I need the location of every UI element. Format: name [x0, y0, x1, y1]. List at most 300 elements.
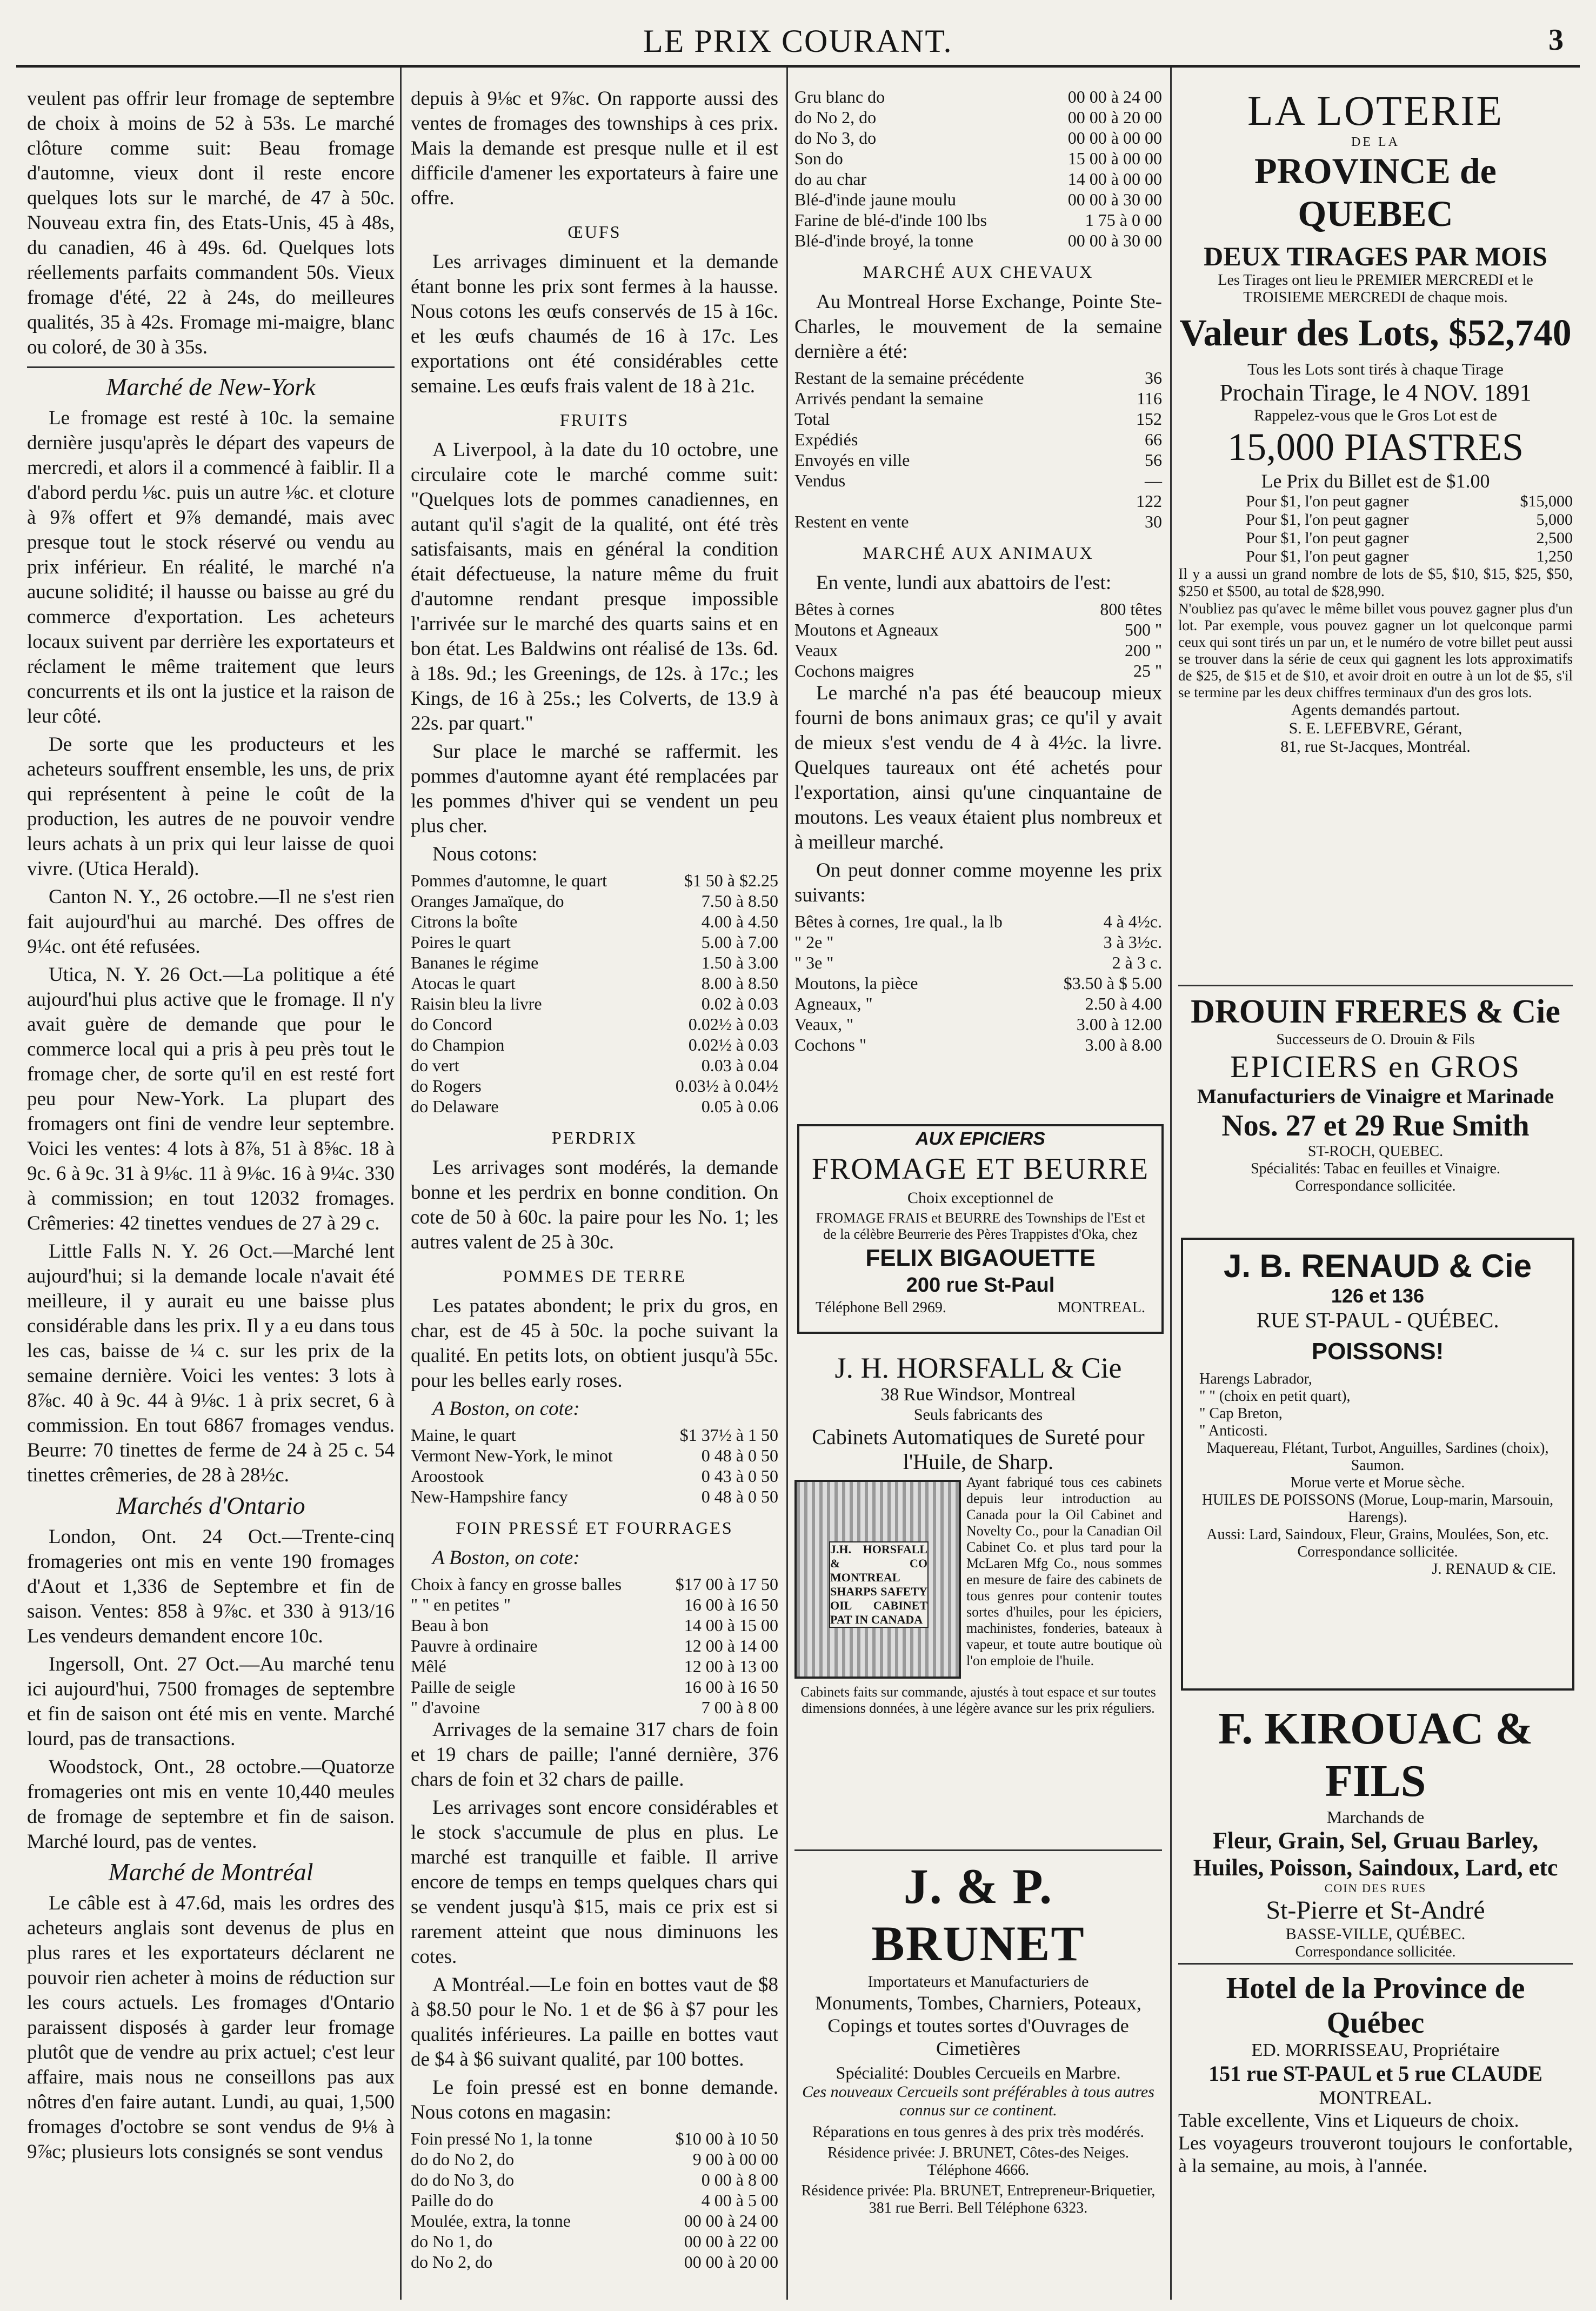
- row-label: Cochons ": [794, 1035, 867, 1054]
- row-value: 4.00 à 4.50: [701, 912, 778, 931]
- ad-text: Importateurs et Manufacturiers de: [867, 1973, 1089, 1991]
- row-value: 0.02½ à 0.03: [688, 1014, 778, 1034]
- paragraph: Canton N. Y., 26 octobre.—Il ne s'est rien fait aujourd'hui au marché. Des offres de 9¼c. ont été refusées.: [27, 886, 395, 958]
- ad-title: EPICIERS en GROS: [1230, 1049, 1521, 1084]
- row-value: 3.00 à 8.00: [1085, 1035, 1162, 1054]
- ad-text: 126 et 136: [1331, 1285, 1425, 1307]
- row-value: 16 00 à 16 50: [684, 1677, 778, 1696]
- row-value: 0 43 à 0 50: [701, 1466, 778, 1486]
- row-value: 4 00 à 5 00: [701, 2190, 778, 2210]
- row-value: 5,000: [1536, 511, 1573, 529]
- row-label: Cochons maigres: [794, 661, 914, 680]
- ad-horsfall: [794, 1351, 1162, 1838]
- table-row: [794, 973, 1162, 993]
- table-row: [411, 2210, 778, 2231]
- table-row: [794, 1014, 1162, 1034]
- divider: [794, 1849, 1162, 1851]
- paragraph: A Montréal.—Le foin en bottes vaut de $8 à $8.50 pour le No. 1 et de $6 à $7 pour les qualités inférieures. La paille en bottes vaut de $4 à $6 suivant qualité, par 100 bottes.: [411, 1974, 778, 2070]
- ad-text: Spécialité: Doubles Cercueils en Marbre.: [836, 2063, 1121, 2082]
- table-row: [794, 189, 1162, 210]
- section-heading: PERDRIX: [552, 1128, 637, 1147]
- row-value: 4 à 4½c.: [1103, 912, 1162, 931]
- paragraph: Ingersoll, Ont. 27 Oct.—Au marché tenu ici aujourd'hui, 7500 fromages de septembre et fin de saison ont été mis en vente. Marché lourd, pas de transactions.: [27, 1653, 395, 1750]
- ad-text: Marchands de: [1326, 1807, 1425, 1827]
- section-heading: FOIN PRESSÉ ET FOURRAGES: [456, 1518, 733, 1538]
- table-row: [794, 640, 1162, 660]
- table-row: [794, 450, 1162, 470]
- table-row: [1178, 529, 1573, 547]
- ad-text: Correspondance sollicitée.: [1295, 1943, 1456, 1960]
- ad-text: Monuments, Tombes, Charniers, Poteaux, Copings et toutes sortes d'Ouvrages de Cimetières: [815, 1992, 1141, 2059]
- row-value: 12 00 à 13 00: [684, 1657, 778, 1676]
- paragraph: Le câble est à 47.6d, mais les ordres des acheteurs anglais sont devenus de plus en plus rares et les exportateurs déclarent ne pouvoir rien acheter à moins de réduction sur les cours actuels. Les fromages d'Ontario paraissent disposés à garder leur fromage plutôt que de vendre au prix actuel; c'est leur affaire, mais nous ne conseillons pas aux nôtres d'en faire autant. Lundi, au quai, 1,500 fromages d'octobre se sont vendus de 9⅛ à 9⅞c; plusieurs lots consignés se sont vendus: [27, 1892, 395, 2163]
- ad-bigaouette: [797, 1124, 1164, 1334]
- row-label: Maine, le quart: [411, 1425, 516, 1445]
- row-label: Choix à fancy en grosse balles: [411, 1574, 622, 1594]
- row-label: Moutons et Agneaux: [794, 620, 939, 639]
- ad-brunet: [794, 1843, 1162, 2292]
- ad-title: J. B. RENAUD & Cie: [1223, 1248, 1532, 1284]
- ad-subtitle: POISSONS!: [1311, 1338, 1444, 1365]
- row-label: Bêtes à cornes, 1re qual., la lb: [794, 912, 1003, 931]
- ad-title: J. H. HORSFALL & Cie: [834, 1352, 1122, 1384]
- ad-text: Il y a aussi un grand nombre de lots de $5, $10, $15, $25, $50, $250 et $500, au total de $28,990.: [1178, 566, 1573, 600]
- row-label: Foin pressé No 1, la tonne: [411, 2129, 592, 2148]
- table-row: [411, 1574, 778, 1594]
- table-row: [411, 1635, 778, 1656]
- page-header: [22, 23, 1574, 66]
- ad-text: Résidence privée: J. BRUNET, Côtes-des Neiges. Téléphone 4666.: [827, 2145, 1129, 2179]
- row-label: Citrons la boîte: [411, 912, 518, 931]
- paragraph: veulent pas offrir leur fromage de septembre de choix à moins de 52 à 53s. Le marché clôture comme suit: Beau fromage d'automne, vieux dont il reste encore quelques lots sur le marché, de 47 à 50c. Nouveau extra fin, des Etats-Unis, 45 à 48s, du canadien, 46 à 49s. 6d. Quelques lots réellements parfaits commandent 50s. Vieux fromage d'été, 22 à 24s, do meilleures qualités, 35 à 42s. Fromage mi-maigre, blanc ou coloré, de 30 à 35s.: [27, 88, 395, 358]
- ad-address: St-Pierre et St-André: [1266, 1896, 1485, 1925]
- ad-kirouac: [1178, 1702, 1573, 1960]
- paragraph: Arrivages de la semaine 317 chars de foin et 19 chars de paille; l'anné dernière, 376 chars de foin et 32 chars de paille.: [411, 1719, 778, 1791]
- section-heading: Marché de Montréal: [108, 1858, 313, 1886]
- paragraph: A Liverpool, à la date du 10 octobre, une circulaire cote le marché comme suit: "Quelques lots de pommes canadiennes, en autant qu'il s'agit de la qualité, ont été très satisfaisants, mais en général la condition était défectueuse, la nature même du fruit d'automne rendant presque impossible l'arrivée sur le marché des quarts sains et en bon état. Les Baldwins ont réalisé de 13s. 6d. à 18s. 9d.; les Greenings, de 12s. à 17c.; les Kings, de 16 à 25s.; les Colverts, de 13.9 à 22s. par quart.": [411, 439, 778, 734]
- row-value: 2.50 à 4.00: [1085, 994, 1162, 1013]
- row-label: Paille do do: [411, 2190, 493, 2210]
- row-value: 30: [1145, 512, 1162, 531]
- ad-renaud: [1181, 1238, 1574, 1691]
- ad-text: MONTREAL.: [1319, 2087, 1432, 2108]
- table-row: [1178, 547, 1573, 566]
- row-label: Raisin bleu la livre: [411, 994, 542, 1013]
- row-label: do No 1, do: [411, 2232, 493, 2251]
- row-value: 8.00 à 8.50: [701, 973, 778, 993]
- row-value: 116: [1137, 389, 1162, 408]
- section-heading: POMMES DE TERRE: [503, 1266, 686, 1286]
- table-row: [1178, 492, 1573, 511]
- row-value: 00 00 à 24 00: [1067, 87, 1162, 106]
- ad-text: S. E. LEFEBVRE, Gérant,: [1288, 719, 1463, 737]
- ad-text: Table excellente, Vins et Liqueurs de choix.: [1178, 2109, 1519, 2131]
- ad-text: Agents demandés partout.: [1291, 701, 1460, 719]
- row-label: New-Hampshire fancy: [411, 1487, 568, 1506]
- row-label: Pommes d'automne, le quart: [411, 871, 607, 890]
- table-row: [794, 169, 1162, 189]
- row-value: 800 têtes: [1100, 599, 1162, 619]
- table-row: [794, 993, 1162, 1014]
- section-heading: MARCHÉ AUX ANIMAUX: [863, 543, 1094, 563]
- fruit-price-table: [411, 870, 778, 1117]
- section-heading: Marchés d'Ontario: [116, 1492, 305, 1519]
- row-label: do No 2, do: [411, 2252, 493, 2272]
- ad-text: Prochain Tirage, le 4 NOV. 1891: [1219, 379, 1532, 406]
- row-value: 00 00 à 22 00: [684, 2232, 778, 2251]
- ad-city: MONTREAL.: [1057, 1299, 1145, 1316]
- paragraph: On peut donner comme moyenne les prix suivants:: [794, 859, 1162, 906]
- row-value: 200 ": [1124, 640, 1162, 660]
- ad-name: FELIX BIGAOUETTE: [865, 1245, 1096, 1271]
- table-row: [794, 148, 1162, 169]
- table-row: [411, 2252, 778, 2272]
- table-row: [1178, 511, 1573, 529]
- table-row: [794, 230, 1162, 251]
- table-row: [794, 368, 1162, 388]
- table-row: [411, 1594, 778, 1615]
- paragraph: A Boston, on cote:: [432, 1547, 580, 1569]
- table-row: [411, 1677, 778, 1697]
- ad-text: Aussi: Lard, Saindoux, Fleur, Grains, Moulées, Son, etc.: [1206, 1526, 1549, 1543]
- row-label: Envoyés en ville: [794, 450, 910, 470]
- row-label: Pour $1, l'on peut gagner: [1246, 547, 1409, 565]
- table-row: [794, 660, 1162, 681]
- row-value: 500 ": [1124, 620, 1162, 639]
- row-label: Aroostook: [411, 1466, 484, 1486]
- table-row: [411, 1425, 778, 1445]
- grain-price-table: [794, 86, 1162, 251]
- row-label: Moutons, la pièce: [794, 973, 918, 993]
- ad-text: 81, rue St-Jacques, Montréal.: [1280, 738, 1471, 756]
- ad-text: " Cap Breton,: [1199, 1405, 1283, 1422]
- row-value: 0.03½ à 0.04½: [675, 1076, 778, 1096]
- ad-address: 200 rue St-Paul: [906, 1274, 1055, 1297]
- ad-text: Successeurs de O. Drouin & Fils: [1276, 1031, 1475, 1048]
- table-row: [794, 107, 1162, 128]
- ad-text: Les Tirages ont lieu le PREMIER MERCREDI et le TROISIEME MERCREDI de chaque mois.: [1218, 272, 1533, 306]
- ad-headline: 15,000 PIASTRES: [1227, 425, 1524, 469]
- row-value: 1,250: [1536, 547, 1573, 565]
- ad-text: Correspondance sollicitée.: [1297, 1544, 1458, 1560]
- table-row: [794, 429, 1162, 450]
- table-row: [794, 1034, 1162, 1055]
- row-label: Blé-d'inde jaune moulu: [794, 190, 957, 209]
- divider: [27, 366, 395, 368]
- row-value: 25 ": [1133, 661, 1162, 680]
- divider: [1178, 985, 1573, 986]
- row-value: 122: [1136, 491, 1162, 511]
- paragraph: De sorte que les producteurs et les acheteurs souffrent ensemble, les uns, de prix qui représentent à peine le coût de la production, les autres de ne pouvoir vendre leurs achats à un prix qui leur laisse de quoi vivre. (Utica Herald).: [27, 733, 395, 880]
- row-value: 00 00 à 20 00: [1067, 108, 1162, 127]
- row-value: 7 00 à 8 00: [701, 1698, 778, 1717]
- paragraph: Little Falls N. Y. 26 Oct.—Marché lent aujourd'hui; si la demande locale n'avait été meilleure, il y aurait eu une baisse plus considérable dans les prix. Il y a eu dans tous les cas, baisse de ¼ c. sur les prix de la semaine dernière. Voici les ventes: 3 lots à 8⅞c. 40 à 9c. 44 à 9⅛c. 1 à prix secret, 6 à commission. En tout 6867 fromages vendus. Beurre: 70 tinettes de ferme de 24 à 25 c. 54 tinettes crêmeries, de 28 à 28½c.: [27, 1240, 395, 1486]
- table-row: [411, 1096, 778, 1117]
- paragraph: Sur place le marché se raffermit. les pommes d'automne ayant été remplacées par les pommes d'hiver qui se vendent un peu plus cher.: [411, 740, 778, 837]
- table-row: [794, 128, 1162, 148]
- table-row: [794, 952, 1162, 973]
- row-label: Pauvre à ordinaire: [411, 1636, 538, 1655]
- ad-banner: AUX EPICIERS: [916, 1128, 1045, 1149]
- row-label: Beau à bon: [411, 1615, 489, 1635]
- row-label: Veaux: [794, 640, 838, 660]
- table-row: [411, 1076, 778, 1096]
- table-row: [411, 2231, 778, 2252]
- table-row: [411, 1656, 778, 1677]
- row-value: 66: [1145, 430, 1162, 449]
- row-value: 00 00 à 30 00: [1067, 231, 1162, 250]
- ad-text: N'oubliez pas qu'avec le même billet vous pouvez gagner plus d'un lot. Par exemple, vous pouvez gagner un lot quelconque parmi ceux qui sont tirés un par un, et le numéro de votre billet peut aussi se trouver dans la série de ceux qui gagnent les lots approximatifs de $25, de $15 et de $10, et avoir droit en outre à un lot de $5, s'il se termine par les deux chiffres terminaux d'un des gros lots.: [1178, 600, 1573, 700]
- animal-market-table: [794, 599, 1162, 681]
- paragraph: Utica, N. Y. 26 Oct.—La politique a été aujourd'hui plus active que le fromage. Il n'y avait guère de demande que pour le commerce local qui a pris à peu près tout le fromage cher, de sorte qu'il en est resté fort peu pour New-York. La plupart des fromagers ont fini de vendre leur septembre. Voici les ventes: 4 lots à 8⅞, 51 à 8⅝c. 18 à 9c. 6 à 9c. 31 à 9⅛c. 11 à 9⅛c. 16 à 9¼c. 330 à commission; en tout 12032 fromages. Crêmeries: 42 tinettes vendues de 27 à 29 c.: [27, 964, 395, 1234]
- row-label: Poires le quart: [411, 932, 511, 952]
- row-value: 0.02 à 0.03: [701, 994, 778, 1013]
- table-row: [794, 388, 1162, 409]
- ad-title: J. & P. BRUNET: [871, 1859, 1085, 1971]
- table-row: [794, 511, 1162, 532]
- row-value: 0.05 à 0.06: [701, 1097, 778, 1116]
- ad-title: DROUIN FRERES & Cie: [1191, 993, 1560, 1030]
- ad-headline: Valeur des Lots, $52,740: [1179, 312, 1572, 354]
- paragraph: depuis à 9⅛c et 9⅞c. On rapporte aussi des ventes de fromages des townships à ces prix. Mais la demande est presque nulle et il est difficile d'amener les exportateurs à faire une offre.: [411, 88, 778, 209]
- ad-text: FROMAGE FRAIS et BEURRE des Townships de l'Est et de la célèbre Beurrerie des Pères Trappistes d'Oka, chez: [816, 1210, 1145, 1242]
- row-value: 3.00 à 12.00: [1076, 1014, 1162, 1034]
- row-value: $17 00 à 17 50: [675, 1574, 778, 1594]
- pressed-hay-table: [411, 2128, 778, 2272]
- ad-text: BASSE-VILLE, QUÉBEC.: [1285, 1925, 1466, 1943]
- row-label: Agneaux, ": [794, 994, 873, 1013]
- ad-title: PROVINCE de QUEBEC: [1254, 150, 1497, 234]
- ad-text: Le Prix du Billet est de $1.00: [1261, 470, 1490, 492]
- paragraph: London, Ont. 24 Oct.—Trente-cinq fromageries ont mis en vente 190 fromages d'Aout et 1,336 de Septembre et fin de saison. Ventes: 858 à 9⅞c. et 330 à 913/16 Les vendeurs demandent encore 10c.: [27, 1526, 395, 1647]
- row-label: Pour $1, l'on peut gagner: [1246, 529, 1409, 547]
- row-value: 1 75 à 0 00: [1085, 210, 1162, 230]
- row-label: Arrivés pendant la semaine: [794, 389, 984, 408]
- ad-text: Harengs Labrador,: [1199, 1371, 1312, 1387]
- table-row: [794, 599, 1162, 619]
- paragraph: A Boston, on cote:: [432, 1398, 580, 1420]
- row-value: 36: [1145, 368, 1162, 388]
- table-row: [411, 1486, 778, 1507]
- livestock-price-table: [794, 911, 1162, 1055]
- row-label: Paille de seigle: [411, 1677, 516, 1696]
- ad-text: Manufacturiers de Vinaigre et Marinade: [1197, 1085, 1554, 1108]
- paragraph: Le marché n'a pas été beaucoup mieux fourni de bons animaux gras; ce qu'il y avait de mieux s'est vendu de 4 à 4½c. la livre. Quelques taureaux ont été achetés pour l'exportation, ainsi qu'une cinquantaine de moutons. Les veaux étaient plus nombreux et à meilleur marché.: [794, 682, 1162, 853]
- table-row: [794, 86, 1162, 107]
- paragraph: Au Montreal Horse Exchange, Pointe Ste-Charles, le mouvement de la semaine dernière a été:: [794, 291, 1162, 363]
- paragraph: En vente, lundi aux abattoirs de l'est:: [816, 572, 1112, 594]
- row-label: Atocas le quart: [411, 973, 516, 993]
- row-label: do Delaware: [411, 1097, 499, 1116]
- newspaper-title: LE PRIX COURANT.: [643, 23, 953, 59]
- table-row: [411, 1034, 778, 1055]
- ad-text: Fleur, Grain, Sel, Gruau Barley, Huiles, Poisson, Saindoux, Lard, etc: [1193, 1827, 1558, 1881]
- row-label: do do No 2, do: [411, 2149, 515, 2169]
- row-value: 0.02½ à 0.03: [688, 1035, 778, 1054]
- potato-price-table: [411, 1425, 778, 1507]
- row-label: Blé-d'inde broyé, la tonne: [794, 231, 973, 250]
- row-value: 16 00 à 16 50: [684, 1595, 778, 1614]
- row-value: 7.50 à 8.50: [701, 891, 778, 911]
- row-label: " 3e ": [794, 953, 834, 972]
- table-row: [411, 1055, 778, 1076]
- column-divider: [400, 68, 402, 2300]
- table-row: [794, 619, 1162, 640]
- row-value: $1 37½ à 1 50: [679, 1425, 778, 1445]
- row-value: $1 50 à $2.25: [684, 871, 778, 890]
- table-row: [411, 2190, 778, 2210]
- row-value: 9 00 à 00 00: [692, 2149, 778, 2169]
- table-row: [411, 973, 778, 993]
- row-value: 2,500: [1536, 529, 1573, 547]
- paragraph: Woodstock, Ont., 28 octobre.—Quatorze fromageries ont mis en vente 10,440 meules de fromage de septembre et fin de saison. Marché lourd, pas de ventes.: [27, 1756, 395, 1853]
- table-row: [411, 870, 778, 891]
- ad-address: Nos. 27 et 29 Rue Smith: [1221, 1109, 1530, 1143]
- row-label: do Rogers: [411, 1076, 482, 1096]
- paragraph: Le fromage est resté à 10c. la semaine dernière jusqu'après le départ des vapeurs de mercredi, et alors il a commencé à faiblir. Il a d'abord perdu ⅛c. puis un autre ⅛c. et cloture à 9⅞ offert et 9⅞ demandé, mais avec presque tout le stock réservé ou vendu au prix inférieur. En réalité, le marché n'a aucune solidité; il hausse ou baisse au gré du commerce d'exportation. Les acheteurs locaux suivent par derrière les exportateurs et réclament le même traitement que leurs concurrents et ils ont la justice et la raison de leur côté.: [27, 407, 395, 727]
- row-label: Bêtes à cornes: [794, 599, 894, 619]
- section-heading: Marché de New-York: [106, 373, 316, 400]
- row-label: Gru blanc do: [794, 87, 885, 106]
- cabinet-label: J.H. HORSFALL & CO MONTREAL SHARPS SAFETY OIL CABINET PAT IN CANADA: [829, 1541, 929, 1628]
- table-row: [411, 932, 778, 952]
- paragraph: Le foin pressé est en bonne demande. Nous cotons en magasin:: [411, 2076, 778, 2123]
- ad-loterie: [1178, 86, 1573, 962]
- row-label: Vermont New-York, le minot: [411, 1446, 613, 1465]
- table-row: [411, 891, 778, 911]
- row-label: Pour $1, l'on peut gagner: [1246, 492, 1409, 510]
- ad-text: Tous les Lots sont tirés à chaque Tirage: [1247, 360, 1504, 378]
- row-value: 5.00 à 7.00: [701, 932, 778, 952]
- ad-drouin: [1178, 978, 1573, 1221]
- ad-text: J. RENAUD & CIE.: [1432, 1561, 1556, 1578]
- divider: [1178, 1963, 1573, 1965]
- row-value: 2 à 3 c.: [1112, 953, 1162, 972]
- column-1: [27, 86, 395, 2292]
- column-2: [411, 86, 778, 2292]
- row-label: " " en petites ": [411, 1595, 511, 1614]
- ad-text: Résidence privée: Pla. BRUNET, Entrepreneur-Briquetier, 381 rue Berri. Bell Téléphone 6323.: [801, 2182, 1156, 2216]
- row-label: do No 3, do: [794, 128, 877, 148]
- ad-title: FROMAGE ET BEURRE: [811, 1152, 1150, 1186]
- row-value: 14 00 à 15 00: [684, 1615, 778, 1635]
- paragraph: Les arrivages diminuent et la demande étant bonne les prix sont fermes à la hausse. Nous cotons les œufs conservés de 15 à 16c. et les œufs chaumés de 16 à 17c. Les exportations ont été considérables cette semaine. Les œufs frais valent de 18 à 21c.: [411, 251, 778, 397]
- row-label: Son do: [794, 149, 843, 168]
- table-row: [411, 993, 778, 1014]
- section-heading: MARCHÉ AUX CHEVAUX: [863, 262, 1094, 282]
- table-row: [794, 210, 1162, 230]
- table-row: [411, 952, 778, 973]
- table-row: [411, 1445, 778, 1466]
- row-value: 0.03 à 0.04: [701, 1056, 778, 1075]
- section-heading: ŒUFS: [567, 222, 622, 242]
- ad-title: LA LOTERIE: [1247, 87, 1504, 134]
- row-label: " d'avoine: [411, 1698, 480, 1717]
- row-value: 152: [1136, 409, 1162, 429]
- row-value: 00 00 à 30 00: [1067, 190, 1162, 209]
- paragraph: Les arrivages sont encore considérables et le stock s'accumule de plus en plus. Le marché est tranquille et faible. Il arrive encore de temps en temps quelques chars qui se vendent jusqu'à $15, mais ce prix est si rarement atteint que nous diminuons les cotes.: [411, 1796, 778, 1968]
- ad-phone: Téléphone Bell 2969.: [816, 1299, 946, 1316]
- ad-address: 151 rue ST-PAUL et 5 rue CLAUDE: [1208, 2061, 1542, 2086]
- row-label: Oranges Jamaïque, do: [411, 891, 564, 911]
- row-value: 3 à 3½c.: [1103, 932, 1162, 952]
- row-label: Veaux, ": [794, 1014, 854, 1034]
- row-value: $15,000: [1520, 492, 1573, 510]
- row-label: " 2e ": [794, 932, 834, 952]
- row-value: 14 00 à 00 00: [1067, 169, 1162, 189]
- row-value: 56: [1145, 450, 1162, 470]
- row-value: $3.50 à $ 5.00: [1063, 973, 1162, 993]
- table-row: [411, 1466, 778, 1486]
- table-row: [794, 491, 1162, 511]
- header-rule: [16, 65, 1580, 68]
- horse-market-table: [794, 368, 1162, 532]
- prize-table: [1178, 492, 1573, 566]
- row-value: 0 00 à 8 00: [701, 2170, 778, 2189]
- row-label: Vendus: [794, 471, 846, 490]
- row-label: [794, 491, 1125, 511]
- row-value: $10 00 à 10 50: [675, 2129, 778, 2148]
- ad-address: RUE ST-PAUL - QUÉBEC.: [1256, 1308, 1499, 1332]
- row-label: do No 2, do: [794, 108, 877, 127]
- row-label: do Champion: [411, 1035, 505, 1054]
- row-label: Restant de la semaine précédente: [794, 368, 1024, 388]
- table-row: [411, 2128, 778, 2149]
- table-row: [411, 2169, 778, 2190]
- table-row: [794, 911, 1162, 932]
- row-label: Restent en vente: [794, 512, 909, 531]
- row-label: do Concord: [411, 1014, 492, 1034]
- ad-text: Maquereau, Flétant, Turbot, Anguilles, Sardines (choix), Saumon.: [1206, 1440, 1549, 1474]
- table-row: [411, 2149, 778, 2169]
- oil-cabinet-illustration: [794, 1480, 961, 1679]
- ad-title: Hotel de la Province de Québec: [1226, 1972, 1525, 2040]
- ad-text: COIN DES RUES: [1324, 1881, 1427, 1895]
- ad-text: Choix exceptionnel de: [907, 1189, 1053, 1207]
- ad-body: Ayant fabriqué tous ces cabinets depuis leur introduction au Canada pour la Oil Cabinet and Novelty Co., pour la Canadian Oil Cabinet Co. et plus tard pour la McLaren Mfg Co., nous sommes en mesure de faire des cabinets de tous genres pour contenir toutes sortes d'huiles, pour les épiciers, machinistes, fonderies, bateaux à vapeur, et toute autre boutique où l'on emploie de l'huile.: [966, 1474, 1162, 1668]
- ad-text: " " (choix en petit quart),: [1199, 1388, 1351, 1405]
- ad-text: ST-ROCH, QUEBEC.: [1307, 1143, 1444, 1160]
- section-heading: FRUITS: [559, 410, 630, 430]
- ad-text: Morue verte et Morue sèche.: [1290, 1474, 1465, 1491]
- ad-text: HUILES DE POISSONS (Morue, Loup-marin, Marsouin, Harengs).: [1201, 1492, 1554, 1526]
- table-row: [411, 1697, 778, 1718]
- ad-text: Ces nouveaux Cercueils sont préférables à tous autres connus sur ce continent.: [802, 2083, 1154, 2119]
- table-row: [411, 1014, 778, 1034]
- ad-text: Rappelez-vous que le Gros Lot est de: [1254, 406, 1497, 424]
- table-row: [411, 1615, 778, 1635]
- hay-price-table: [411, 1574, 778, 1718]
- ad-title: F. KIROUAC & FILS: [1218, 1704, 1533, 1806]
- row-label: Mêlé: [411, 1657, 446, 1676]
- ad-hotel: [1178, 1956, 1573, 2292]
- page-number: 3: [1548, 23, 1564, 57]
- column-divider: [786, 68, 788, 2300]
- paragraph: Les patates abondent; le prix du gros, en char, est de 45 à 50c. la poche suivant la qualité. En petits lots, on obtient jusqu'à 55c. pour les belles early roses.: [411, 1295, 778, 1392]
- row-label: Expédiés: [794, 430, 858, 449]
- row-label: Total: [794, 409, 830, 429]
- table-row: [411, 911, 778, 932]
- row-value: 00 00 à 24 00: [684, 2211, 778, 2230]
- ad-footer: Cabinets faits sur commande, ajustés à tout espace et sur toutes dimensions données, à une légère avance sur les prix réguliers.: [800, 1684, 1156, 1716]
- ad-text: Réparations en tous genres à des prix très modérés.: [812, 2123, 1144, 2141]
- row-value: 00 00 à 20 00: [684, 2252, 778, 2272]
- ad-text: DE LA: [1351, 135, 1400, 149]
- row-label: do do No 3, do: [411, 2170, 515, 2189]
- row-label: Moulée, extra, la tonne: [411, 2211, 571, 2230]
- row-value: 00 00 à 00 00: [1067, 128, 1162, 148]
- paragraph: Nous cotons:: [432, 843, 538, 865]
